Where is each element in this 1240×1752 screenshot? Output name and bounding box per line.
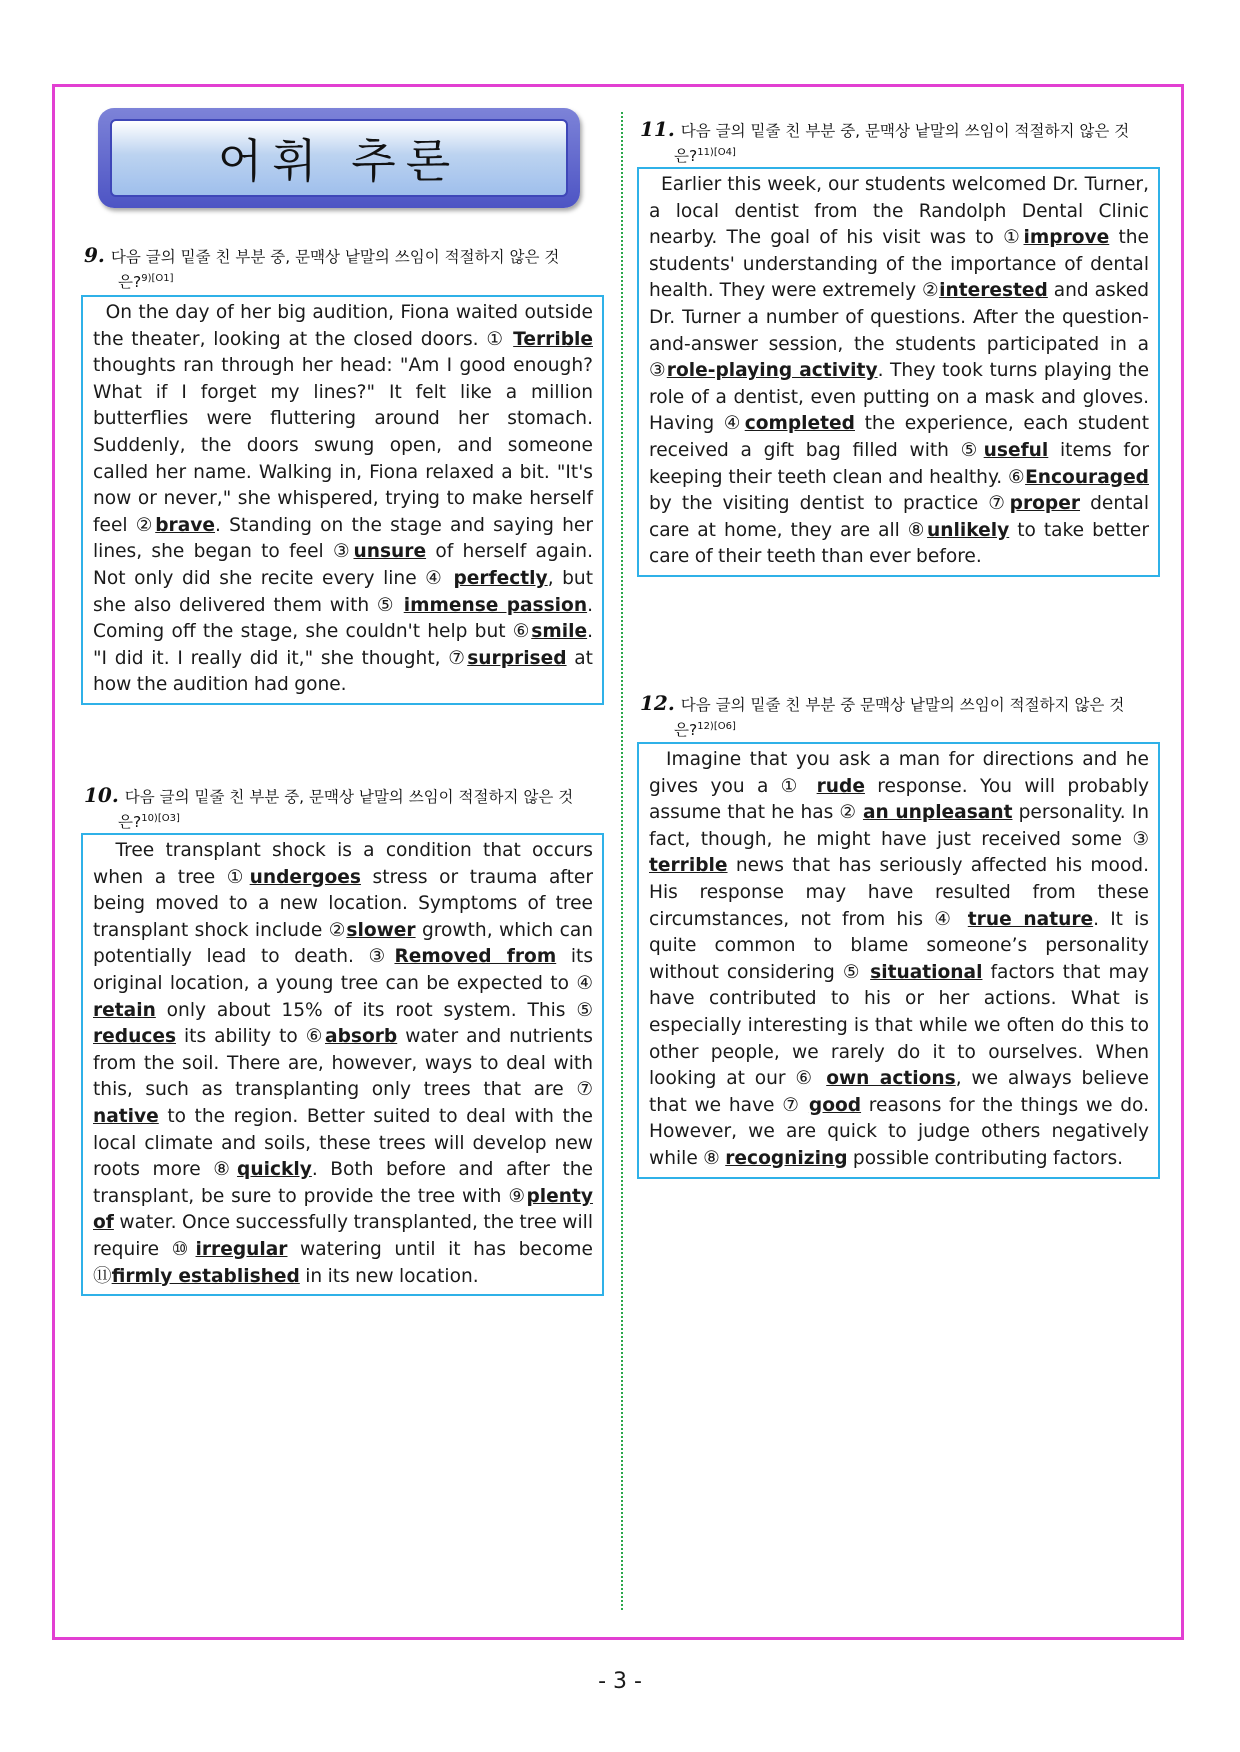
- passage-text: the students' understanding of the importance of dental health. They were extremely ②: [649, 227, 1149, 302]
- passage-text: thoughts ran through her head: "Am I good enough? What if I forget my lines?" It felt like a million butterflies were fluttering around her stomach. Suddenly, the doors swung open, and someone called her name. Walking in, Fiona relaxed a bit. "It's now or never," she whispered, trying to make herself feel ②: [93, 355, 593, 536]
- question-11-passage: [637, 167, 1160, 577]
- question-9-prompt: 다음 글의 밑줄 친 부분 중, 문맥상 낱말의 쓰임이 적절하지 않은 것: [110, 248, 560, 266]
- passage-text: personality. In fact, though, he might have just received some ③: [649, 802, 1149, 850]
- underlined-choice: Encouraged: [1025, 466, 1149, 488]
- underlined-choice: improve: [1023, 227, 1110, 249]
- question-9-prompt-cont: 은?: [118, 273, 142, 292]
- passage-text: . Standing on the stage and saying her lines, she began to feel ③: [93, 514, 594, 563]
- passage-text: Tree transplant shock is a condition that occurs when a tree ①: [93, 840, 593, 888]
- underlined-choice: an unpleasant: [862, 802, 1013, 824]
- question-11-header: [640, 118, 1160, 167]
- passage-text: . Both before and after the transplant, be sure to provide the tree with ⑨: [93, 1159, 593, 1207]
- underlined-choice: rude: [816, 775, 865, 797]
- passage-text: Imagine that you ask a man for directions and he gives you a ①: [649, 749, 1149, 797]
- passage-text: its original location, a young tree can be expected to ④: [93, 946, 594, 994]
- underlined-choice: terrible: [649, 855, 728, 877]
- passage-text: , but she also delivered them with ⑤: [93, 567, 594, 616]
- passage-text: . It is quite common to blame someone’s personality without considering ⑤: [649, 908, 1149, 983]
- underlined-choice: good: [808, 1094, 862, 1116]
- underlined-choice: unsure: [353, 541, 427, 563]
- passage-text: at how the audition had gone.: [93, 647, 593, 696]
- underlined-choice: Removed from: [394, 946, 557, 968]
- page-number: - 3 -: [598, 1669, 642, 1694]
- underlined-choice: firmly established: [111, 1265, 300, 1287]
- passage-text: news that has seriously affected his mood. His response may have resulted from these circumstances, not from his ④: [649, 855, 1149, 930]
- question-10-prompt: 다음 글의 밑줄 친 부분 중, 문맥상 낱말의 쓰임이 적절하지 않은 것: [124, 788, 574, 806]
- question-11-number: 11.: [640, 117, 675, 141]
- passage-text: the experience, each student received a gift bag filled with ⑤: [649, 413, 1149, 461]
- underlined-choice: brave: [155, 514, 215, 536]
- passage-text: . They took turns playing the role of a dentist, even putting on a mask and gloves. Having ④: [649, 360, 1150, 435]
- underlined-choice: unlikely: [927, 519, 1010, 541]
- question-12-passage: [637, 742, 1160, 1179]
- underlined-choice: recognizing: [725, 1147, 848, 1169]
- question-10-ref: 10)[O3]: [141, 813, 180, 824]
- passage-text: stress or trauma after being moved to a new location. Symptoms of tree transplant shock include ②: [93, 866, 593, 941]
- question-9-header: [84, 244, 604, 293]
- question-9-passage: [81, 295, 604, 705]
- question-12-ref: 12)[O6]: [697, 721, 736, 732]
- question-10-header: [84, 784, 604, 833]
- underlined-choice: completed: [744, 413, 855, 435]
- question-11-prompt-cont: 은?: [674, 147, 698, 166]
- passage-text: items for keeping their teeth clean and healthy. ⑥: [649, 439, 1149, 488]
- underlined-choice: proper: [1009, 493, 1081, 515]
- section-title-panel: [110, 119, 568, 197]
- passage-text: response. You will probably assume that he has ②: [649, 775, 1150, 824]
- passage-text: in its new location.: [299, 1265, 479, 1287]
- question-12-prompt-cont: 은?: [674, 721, 698, 740]
- passage-text: On the day of her big audition, Fiona waited outside the theater, looking at the closed doors. ①: [93, 302, 593, 350]
- underlined-choice: undergoes: [249, 866, 361, 888]
- passage-text: water and nutrients from the soil. There are, however, ways to deal with this, such as transplanting only trees that are ⑦: [93, 1026, 593, 1101]
- underlined-choice: quickly: [237, 1159, 312, 1181]
- question-10-passage: [81, 833, 604, 1296]
- question-10-number: 10.: [84, 783, 119, 807]
- underlined-choice: true nature: [967, 908, 1094, 930]
- passage-text: of herself again. Not only did she recite every line ④: [93, 541, 593, 589]
- passage-text: possible contributing factors.: [847, 1147, 1124, 1169]
- question-9-number: 9.: [84, 243, 105, 267]
- passage-text: . Coming off the stage, she couldn't help but ⑥: [93, 594, 593, 643]
- underlined-choice: Terrible: [513, 328, 593, 350]
- passage-text: factors that may have contributed to his or her actions. What is especially interesting is that while we often do this to other people, we rarely do it to ourselves. When looking at our ⑥: [649, 961, 1149, 1090]
- question-10-prompt-cont: 은?: [118, 813, 142, 832]
- underlined-choice: own actions: [826, 1068, 956, 1090]
- passage-text: watering until it has become ⑪: [93, 1238, 593, 1287]
- passage-text: . "I did it. I really did it," she thought, ⑦: [93, 621, 593, 669]
- question-9-ref: 9)[O1]: [141, 273, 174, 284]
- passage-text: water. Once successfully transplanted, the tree will require ⑩: [93, 1212, 593, 1260]
- underlined-choice: surprised: [467, 647, 567, 669]
- underlined-choice: reduces: [93, 1026, 177, 1048]
- question-12-prompt: 다음 글의 밑줄 친 부분 중 문맥상 낱말의 쓰임이 적절하지 않은 것: [680, 696, 1125, 714]
- passage-text: to the region. Better suited to deal with the local climate and soils, these trees will develop new roots more ⑧: [93, 1105, 593, 1181]
- section-title: 어휘 추론: [217, 134, 461, 188]
- question-12-header: [640, 692, 1160, 741]
- underlined-choice: irregular: [195, 1238, 288, 1260]
- section-title-banner: [98, 108, 580, 208]
- underlined-choice: situational: [870, 961, 983, 983]
- passage-text: Earlier this week, our students welcomed Dr. Turner, a local dentist from the Randolph Dental Clinic nearby. The goal of his visit was to ①: [649, 174, 1149, 249]
- passage-text: growth, which can potentially lead to death. ③: [93, 919, 594, 968]
- question-12-number: 12.: [640, 691, 675, 715]
- underlined-choice: useful: [983, 439, 1049, 461]
- passage-text: , we always believe that we have ⑦: [649, 1068, 1149, 1116]
- passage-text: to take better care of their teeth than ever before.: [649, 519, 1149, 568]
- underlined-choice: native: [93, 1105, 159, 1127]
- underlined-choice: slower: [346, 919, 416, 941]
- question-11-prompt: 다음 글의 밑줄 친 부분 중, 문맥상 낱말의 쓰임이 적절하지 않은 것: [680, 122, 1130, 140]
- passage-text: and asked Dr. Turner a number of questions. After the question-and-answer session, the students participated in a ③: [649, 280, 1150, 382]
- passage-text: dental care at home, they are all ⑧: [649, 493, 1149, 541]
- passage-text: its ability to ⑥: [176, 1026, 326, 1048]
- underlined-choice: role-playing activity: [666, 360, 878, 382]
- underlined-choice: perfectly: [453, 567, 548, 589]
- underlined-choice: absorb: [325, 1026, 398, 1048]
- passage-text: by the visiting dentist to practice ⑦: [649, 493, 1010, 515]
- underlined-choice: immense passion: [403, 594, 588, 616]
- passage-text: only about 15% of its root system. This ⑤: [155, 999, 593, 1021]
- underlined-choice: smile: [531, 621, 588, 643]
- passage-text: reasons for the things we do. However, we are quick to judge others negatively while ⑧: [649, 1094, 1149, 1169]
- underlined-choice: plenty of: [93, 1185, 593, 1234]
- column-divider: [621, 112, 623, 1610]
- underlined-choice: retain: [93, 999, 156, 1021]
- underlined-choice: interested: [939, 280, 1048, 302]
- question-11-ref: 11)[O4]: [697, 147, 736, 158]
